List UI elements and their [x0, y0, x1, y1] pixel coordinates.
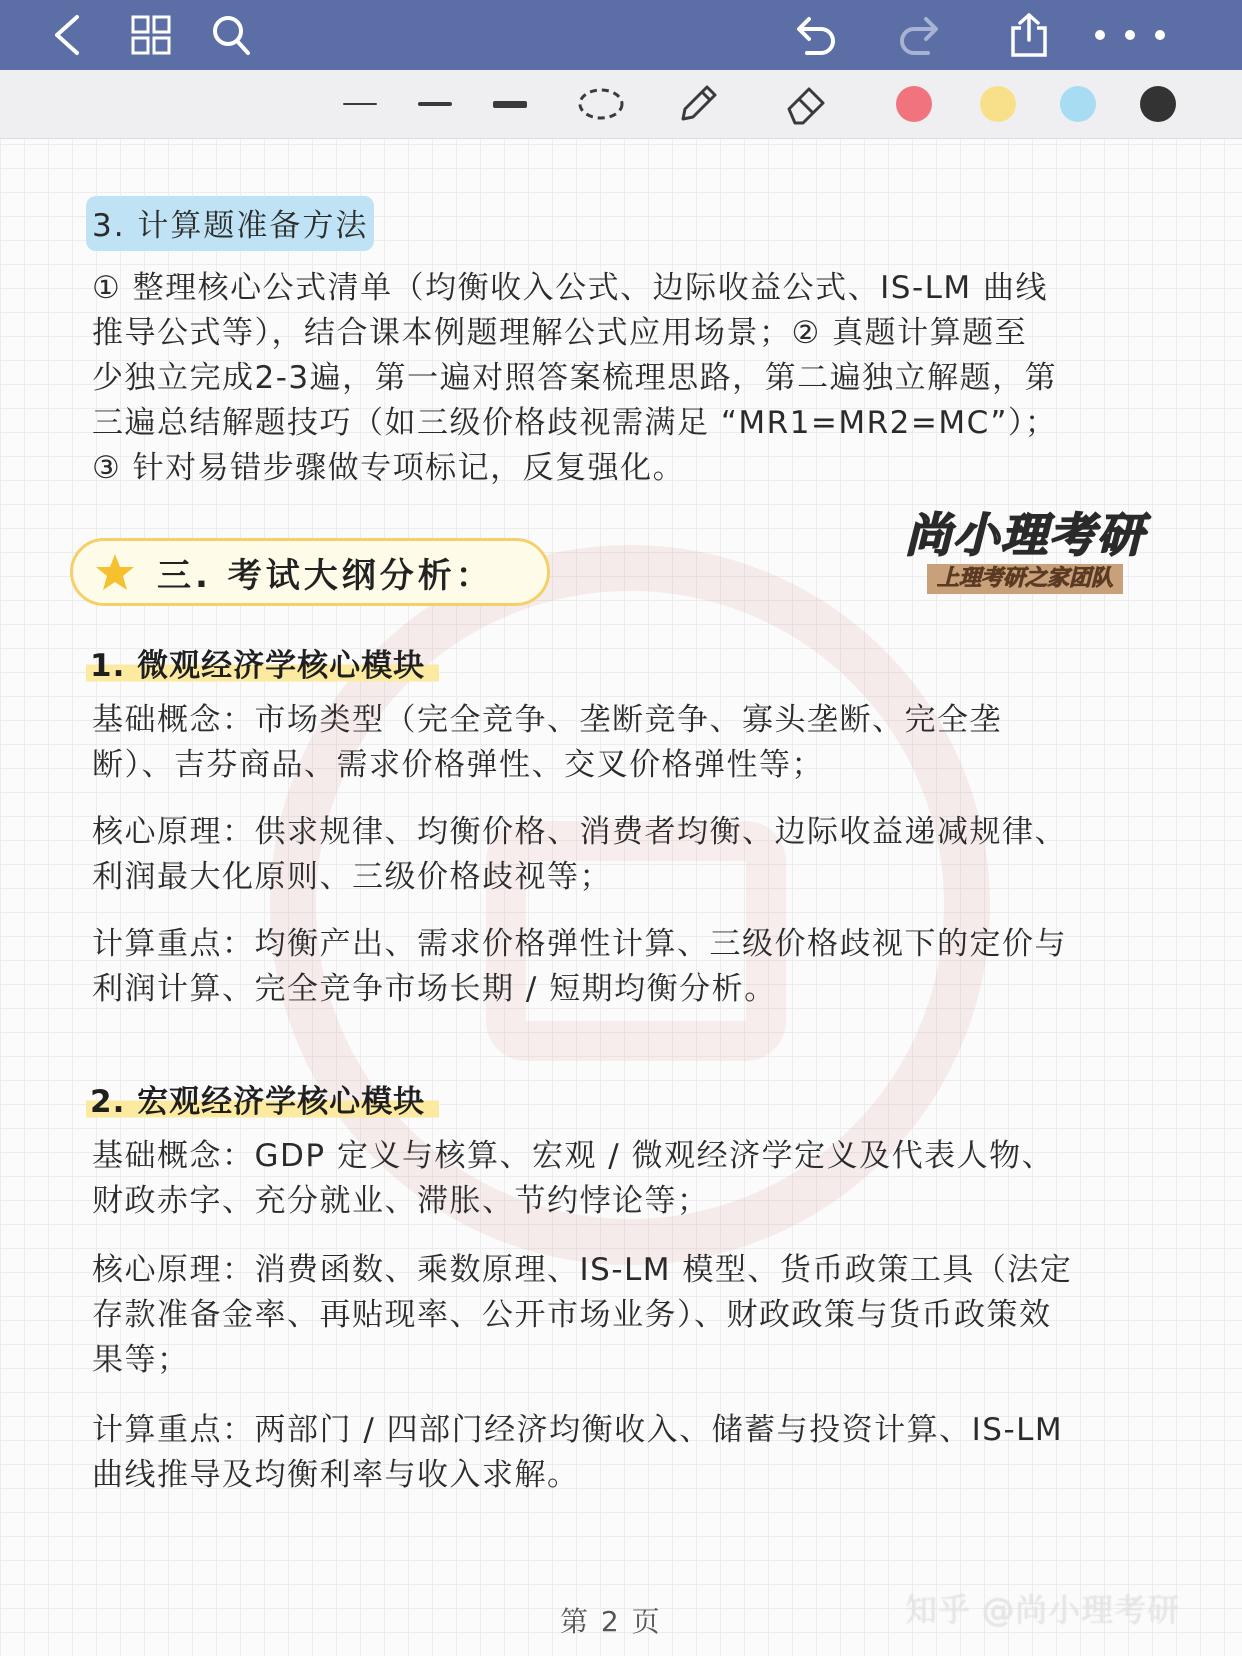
- thin-line-tool[interactable]: [340, 70, 380, 138]
- pencil-icon[interactable]: [672, 70, 724, 138]
- color-black-swatch[interactable]: [1138, 70, 1178, 138]
- medium-line-tool[interactable]: [415, 70, 455, 138]
- section-title-pill: [70, 538, 550, 606]
- redo-icon[interactable]: [895, 0, 945, 70]
- lasso-icon[interactable]: [575, 70, 627, 138]
- micro-basic: 基础概念：市场类型（完全竞争、垄断竞争、寡头垄断、完全垄 断）、吉芬商品、需求价格弹性、交叉价格弹性等；: [92, 702, 1002, 783]
- micro-calc: 计算重点：均衡产出、需求价格弹性计算、三级价格歧视下的定价与 利润计算、完全竞争市场长期 / 短期均衡分析。: [92, 926, 1067, 1007]
- macro-basic: 基础概念：GDP 定义与核算、宏观 / 微观经济学定义及代表人物、 财政赤字、充分就业、滞胀、节约悖论等；: [92, 1138, 1055, 1219]
- undo-icon[interactable]: [790, 0, 840, 70]
- top-app-bar: [0, 0, 1242, 70]
- micro-heading: 1. 微观经济学核心模块: [86, 640, 439, 685]
- macro-core: 核心原理：消费函数、乘数原理、IS-LM 模型、货币政策工具（法定 存款准备金率、再贴现率、公开市场业务）、财政政策与货币政策效 果等；: [92, 1252, 1073, 1378]
- page-number: 第 2 页: [560, 1605, 662, 1638]
- back-chevron-icon[interactable]: [44, 0, 90, 70]
- grid-icon[interactable]: [128, 0, 174, 70]
- zhihu-watermark: 知乎 @尚小理考研: [905, 1591, 1181, 1629]
- share-icon[interactable]: [1004, 0, 1054, 70]
- star-icon: [95, 552, 135, 592]
- search-icon[interactable]: [208, 0, 254, 70]
- thick-line-tool[interactable]: [490, 70, 530, 138]
- calc-method-heading: 3. 计算题准备方法: [86, 196, 374, 251]
- section-title: 三. 考试大纲分析：: [157, 555, 494, 596]
- micro-core: 核心原理：供求规律、均衡价格、消费者均衡、边际收益递减规律、 利润最大化原则、三级价格歧视等；: [92, 814, 1067, 895]
- color-yellow-swatch[interactable]: [978, 70, 1018, 138]
- brand-main: 尚小理考研: [905, 508, 1145, 562]
- color-red-swatch[interactable]: [894, 70, 934, 138]
- pen-toolbar: [0, 70, 1242, 139]
- brand-logo: [900, 508, 1150, 594]
- calc-method-paragraph: ① 整理核心公式清单（均衡收入公式、边际收益公式、IS-LM 曲线 推导公式等），结合课本例题理解公式应用场景；② 真题计算题至 少独立完成2-3遍，第一遍对照答案梳理思路，第二遍独立解题，第 三遍总结解题技巧（如三级价格歧视需满足 “MR1=MR2=MC”）； ③ 针对易错步骤做专项标记，反复强化。: [92, 270, 1058, 486]
- more-icon[interactable]: [1090, 0, 1170, 70]
- eraser-icon[interactable]: [780, 70, 832, 138]
- macro-calc: 计算重点：两部门 / 四部门经济均衡收入、储蓄与投资计算、IS-LM 曲线推导及均衡利率与收入求解。: [92, 1412, 1064, 1493]
- brand-sub: 上理考研之家团队: [927, 564, 1123, 594]
- color-blue-swatch[interactable]: [1058, 70, 1098, 138]
- macro-heading: 2. 宏观经济学核心模块: [86, 1076, 439, 1121]
